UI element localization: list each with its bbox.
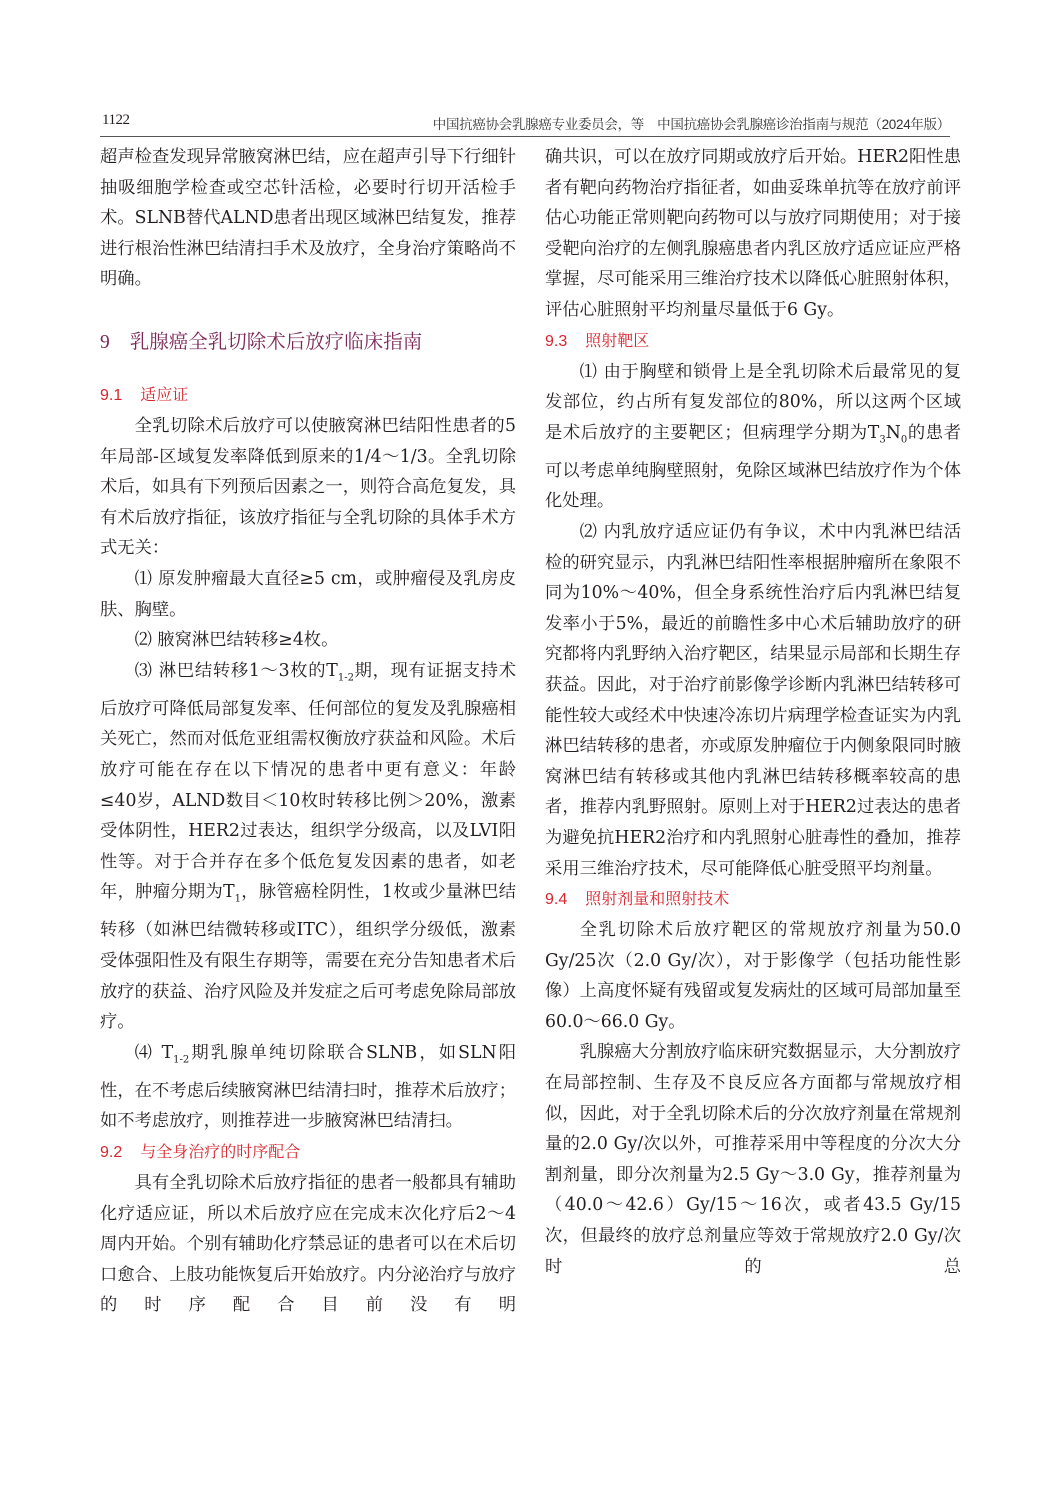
target-item-2: ⑵ 内乳放疗适应证仍有争议，术中内乳淋巴结活检的研究显示，内乳淋巴结阳性率根据肿瘤所在象限不同为10%～40%，但全身系统性治疗后内乳淋巴结复发率小于5%，最近的前瞻性多中心术后辅助放疗的研究都将内乳野纳入治疗靶区，结果显示局部和长期生存获益。因此，对于治疗前影像学诊断内乳淋巴结转移可能性较大或经术中快速冷冻切片病理学检查证实为内乳淋巴结转移的患者，亦或原发肿瘤位于内侧象限同时腋窝淋巴结有转移或其他内乳淋巴结转移概率较高的患者，推荐内乳野照射。原则上对于HER2过表达的患者为避免抗HER2治疗和内乳照射心脏毒性的叠加，推荐采用三维治疗技术，尽可能降低心脏受照平均剂量。 [545, 521, 961, 879]
left-column [100, 142, 516, 1321]
section-number: 9 [100, 331, 110, 353]
item-3-text-b: 期，现有证据支持术后放疗可降低局部复发率、任何部位的复发及乳腺癌相关死亡，然而对低危亚组需权衡放疗获益和风险。术后放疗可能在存在以下情况的患者中更有意义：年龄≤40岁，ALND数目＜10枚时转移比例＞20%，激素受体阴性，HER2过表达，组织学分级高，以及LVI阳性等。对于合并存在多个低危复发因素的患者，如老年，肿瘤分期为T [100, 660, 516, 903]
subsection-heading-9-2 [100, 1137, 516, 1168]
target-item-1-text-b: 的患者可以考虑单纯胸壁照射，免除区域淋巴结放疗作为个体化处理。 [545, 422, 961, 512]
subsection-heading-9-1 [100, 380, 516, 411]
indication-item-4 [100, 1038, 516, 1137]
running-header [100, 112, 950, 137]
item-4-text-b: 期乳腺单纯切除联合SLNB，如SLN阳性，在不考虑后续腋窝淋巴结清扫时，推荐术后放疗；如不考虑放疗，则推荐进一步腋窝淋巴结清扫。 [100, 1042, 516, 1132]
target-item-1-text-a: ⑴ 由于胸壁和锁骨上是全乳切除术后最常见的复发部位，约占所有复发部位的80%，所以这两个区域是术后放疗的主要靶区；但病理学分期为T [545, 361, 961, 443]
dose-paragraph-2: 乳腺癌大分割放疗临床研究数据显示，大分割放疗在局部控制、生存及不良反应各方面都与常规放疗相似，因此，对于全乳切除术后的分次放疗剂量在常规剂量的2.0 Gy/次以外，可推荐采用中等程度的分次大分割剂量，即分次剂量为2.5 Gy～3.0 Gy，推荐剂量为（40.0～42.6）Gy/15～16次，或者43.5 Gy/15次，但最终的放疗总剂量应等效于常规放疗2.0 Gy/次时的总 [545, 1042, 961, 1277]
indication-item-2: ⑵ 腋窝淋巴结转移≥4枚。 [134, 630, 339, 651]
running-title: 中国抗癌协会乳腺癌专业委员会，等 中国抗癌协会乳腺癌诊治指南与规范（2024年版） [432, 117, 950, 132]
section-title: 乳腺癌全乳切除术后放疗临床指南 [129, 329, 423, 353]
target-item-1 [545, 357, 961, 517]
subsection-heading-9-4 [545, 884, 961, 915]
subsection-title: 适应证 [140, 384, 189, 404]
sequencing-paragraph-continued: 确共识，可以在放疗同期或放疗后开始。HER2阳性患者有靶向药物治疗指征者，如曲妥珠单抗等在放疗前评估心功能正常则靶向药物可以与放疗同期使用；对于接受靶向治疗的左侧乳腺癌患者内乳区放疗适应证应严格掌握，尽可能采用三维治疗技术以降低心脏照射体积，评估心脏照射平均剂量尽量低于6 Gy。 [545, 147, 961, 320]
sequencing-paragraph: 具有全乳切除术后放疗指征的患者一般都具有辅助化疗适应证，所以术后放疗应在完成末次化疗后2～4周内开始。个别有辅助化疗禁忌证的患者可以在术后切口愈合、上肢功能恢复后开始放疗。内分泌治疗与放疗的时序配合目前没有明 [100, 1172, 516, 1316]
subsection-heading-9-3 [545, 326, 961, 357]
subsection-number: 9.1 [100, 386, 123, 404]
t-subscript: 3 [879, 434, 886, 446]
n-stage: N [885, 422, 901, 443]
section-heading-9 [100, 327, 516, 358]
item-4-text-a: ⑷ T [134, 1042, 174, 1063]
page-number: 1122 [102, 112, 130, 128]
n-subscript: 0 [900, 434, 908, 446]
subsection-number: 9.3 [545, 332, 568, 350]
intro-paragraph: 超声检查发现异常腋窝淋巴结，应在超声引导下行细针抽吸细胞学检查或空芯针活检，必要时行切开活检手术。SLNB替代ALND患者出现区域淋巴结复发，推荐进行根治性淋巴结清扫手术及放疗，全身治疗策略尚不明确。 [100, 147, 516, 290]
item-3-subscript-2: 1 [234, 893, 241, 905]
subsection-title: 照射剂量和照射技术 [585, 889, 730, 909]
subsection-number: 9.4 [545, 891, 568, 909]
right-column [545, 142, 961, 1282]
subsection-title: 照射靶区 [585, 330, 650, 350]
item-3-subscript: 1-2 [337, 672, 354, 684]
indication-item-3 [100, 656, 516, 1038]
subsection-title: 与全身治疗的时序配合 [140, 1141, 301, 1161]
dose-paragraph-1: 全乳切除术后放疗靶区的常规放疗剂量为50.0 Gy/25次（2.0 Gy/次），对于影像学（包括功能性影像）上高度怀疑有残留或复发病灶的区域可局部加量至60.0～66.0 Gy。 [545, 920, 961, 1032]
indications-intro: 全乳切除术后放疗可以使腋窝淋巴结阳性患者的5年局部-区域复发率降低到原来的1/4～1/3。全乳切除术后，如具有下列预后因素之一，则符合高危复发，具有术后放疗指征，该放疗指征与全乳切除的具体手术方式无关： [100, 415, 516, 559]
indication-item-1: ⑴ 原发肿瘤最大直径≥5 cm，或肿瘤侵及乳房皮肤、胸壁。 [100, 568, 516, 620]
item-3-text-c: ，脉管癌栓阴性，1枚或少量淋巴结转移（如淋巴结微转移或ITC），组织学分级低，激素受体强阳性及有限生存期等，需要在充分告知患者术后放疗的获益、治疗风险及并发症之后可考虑免除局部放疗。 [100, 882, 517, 1033]
subsection-number: 9.2 [100, 1143, 123, 1161]
item-4-subscript: 1-2 [173, 1054, 190, 1066]
item-3-text-a: ⑶ 淋巴结转移1～3枚的T [134, 660, 338, 681]
